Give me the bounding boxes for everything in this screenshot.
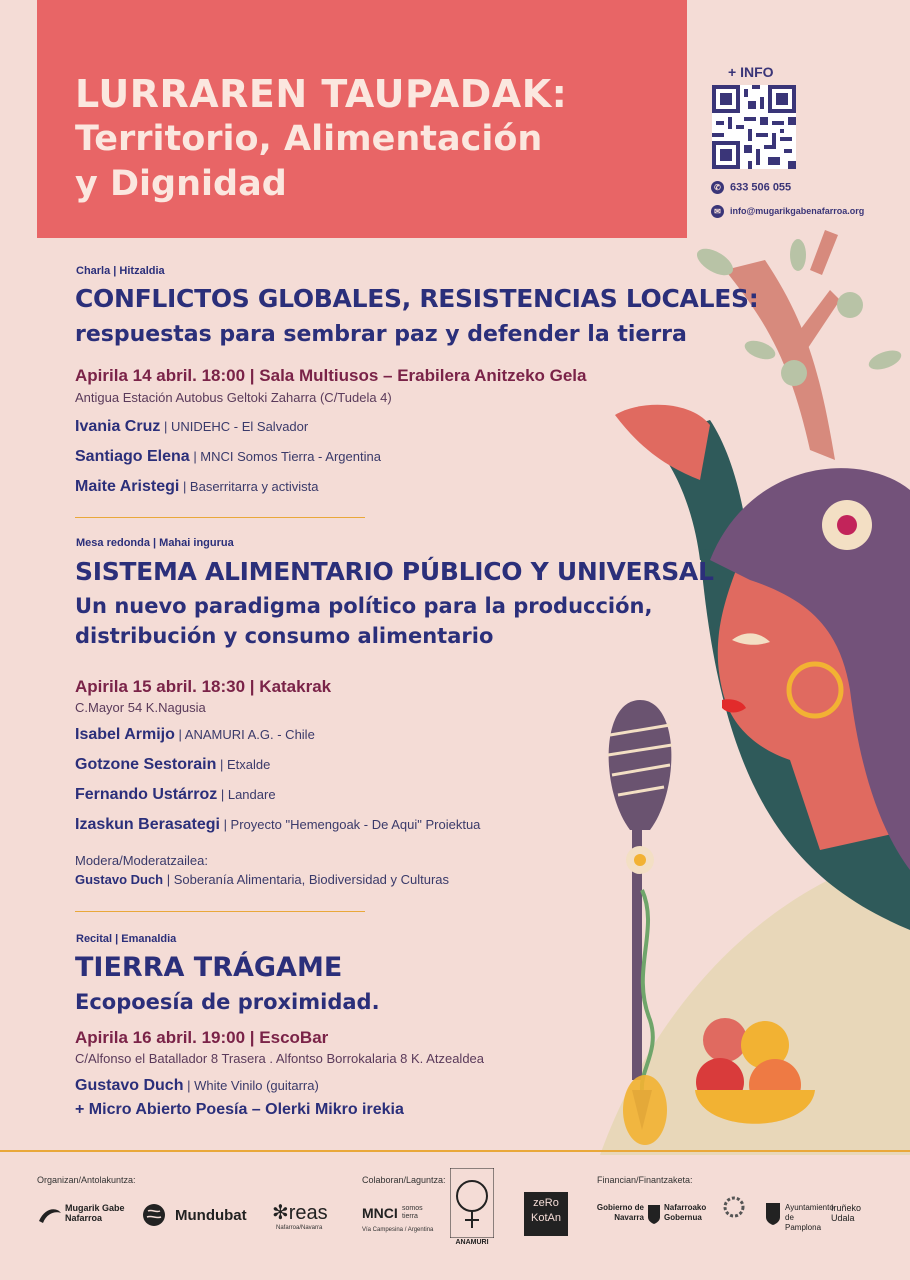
ayto-name: Ayuntamiento de Pamplona <box>785 1203 834 1232</box>
event3-kicker: Recital | Emanaldia <box>76 933 177 945</box>
event3-speaker <box>75 1077 319 1095</box>
speaker-name: Izaskun Berasategi <box>75 816 220 833</box>
event1-when: Apirila 14 abril. 18:00 | Sala Multiusos – Erabilera Anitzeko Gela <box>75 366 587 385</box>
moderator <box>75 872 449 887</box>
anamuri-name: ANAMURI <box>455 1239 489 1246</box>
title-line-1: LURRAREN TAUPADAK: <box>75 72 568 116</box>
event2-speaker <box>75 816 480 834</box>
event3-title: TIERRA TRÁGAME <box>75 952 343 983</box>
moderator-org: | Soberanía Alimentaria, Biodiversidad y Culturas <box>163 872 450 887</box>
speaker-name: Santiago Elena <box>75 448 190 465</box>
gobierno-name-eu: Nafarroako Gobernua <box>664 1203 707 1222</box>
mnci-sub: somos tierra <box>402 1205 423 1220</box>
mugarik-icon <box>37 1205 63 1225</box>
speaker-org: | Baserritarra y activista <box>179 479 319 494</box>
footer-divider <box>0 1150 910 1152</box>
event3-place: C/Alfonso el Batallador 8 Trasera . Alfontso Borrokalaria 8 K. Atzealdea <box>75 1051 485 1066</box>
gobierno-name: Gobierno de Navarra <box>596 1203 644 1222</box>
page-title <box>75 72 567 207</box>
event1-speaker <box>75 448 381 466</box>
title-line-3: y Dignidad <box>75 164 287 204</box>
event1-place: Antigua Estación Autobus Geltoki Zaharra (C/Tudela 4) <box>75 390 392 405</box>
moderator-name: Gustavo Duch <box>75 872 164 887</box>
event2-speaker <box>75 786 276 804</box>
event2-kicker: Mesa redonda | Mahai ingurua <box>76 537 234 549</box>
anamuri-icon <box>450 1168 494 1238</box>
speaker-name: Gustavo Duch <box>75 1077 184 1094</box>
event1-speaker <box>75 418 308 436</box>
funding-label: Financian/Finantzaketa: <box>597 1175 693 1185</box>
event2-subtitle-2: distribución y consumo alimentario <box>75 624 494 648</box>
event2-when: Apirila 15 abril. 18:30 | Katakrak <box>75 677 332 696</box>
globe-icon <box>142 1203 166 1227</box>
divider <box>75 517 365 518</box>
phone-contact <box>711 181 791 194</box>
mnci-name: MNCI <box>362 1205 398 1221</box>
event1-speaker <box>75 478 319 496</box>
speaker-org: | UNIDEHC - El Salvador <box>160 419 309 434</box>
moderator-label: Modera/Moderatzailea: <box>75 853 208 868</box>
email-icon: ✉ <box>711 205 724 218</box>
event3-when: Apirila 16 abril. 19:00 | EscoBar <box>75 1028 329 1047</box>
event2-title: SISTEMA ALIMENTARIO PÚBLICO Y UNIVERSAL <box>75 557 714 586</box>
agenda-2030-icon <box>723 1196 745 1218</box>
title-line-2: Territorio, Alimentación <box>75 119 543 159</box>
anamuri-logo <box>450 1168 494 1248</box>
speaker-org: | White Vinilo (guitarra) <box>183 1078 319 1093</box>
zerokotan-line2: KotAn <box>531 1212 561 1224</box>
coat-of-arms-icon <box>646 1203 662 1225</box>
woman-illustration <box>560 230 910 1155</box>
speaker-org: | Proyecto "Hemengoak - De Aqui" Proiektua <box>219 817 481 832</box>
email-contact <box>711 205 864 218</box>
event2-speaker <box>75 756 270 774</box>
event2-place: C.Mayor 54 K.Nagusia <box>75 700 206 715</box>
mugarik-name: Mugarik Gabe Nafarroa <box>65 1203 125 1223</box>
event1-subtitle: respuestas para sembrar paz y defender la tierra <box>75 322 687 347</box>
phone-number[interactable]: 633 506 055 <box>730 181 792 194</box>
speaker-org: | MNCI Somos Tierra - Argentina <box>189 449 381 464</box>
info-label: + INFO <box>728 64 774 80</box>
flower-icon <box>822 500 872 550</box>
mnci-sub2: Vía Campesina / Argentina <box>362 1227 434 1233</box>
event3-subtitle: Ecopoesía de proximidad. <box>75 990 380 1014</box>
divider <box>75 911 365 912</box>
mundubat-name: Mundubat <box>175 1207 247 1224</box>
speaker-name: Maite Aristegi <box>75 478 180 495</box>
speaker-org: | Landare <box>217 787 276 802</box>
organizers-label: Organizan/Antolakuntza: <box>37 1175 136 1185</box>
event2-subtitle-1: Un nuevo paradigma político para la producción, <box>75 594 653 618</box>
speaker-org: | ANAMURI A.G. - Chile <box>174 727 315 742</box>
phone-icon: ✆ <box>711 181 724 194</box>
event3-extra: + Micro Abierto Poesía – Olerki Mikro irekia <box>75 1101 404 1118</box>
reas-sub: Nafarroa/Navarra <box>276 1225 323 1231</box>
event1-title: CONFLICTOS GLOBALES, RESISTENCIAS LOCALES: <box>75 284 759 313</box>
speaker-name: Isabel Armijo <box>75 726 175 743</box>
speaker-name: Gotzone Sestorain <box>75 756 217 773</box>
speaker-name: Fernando Ustárroz <box>75 786 218 803</box>
pamplona-shield-icon <box>764 1201 782 1227</box>
zerokotan-line1: zeRo <box>533 1197 559 1209</box>
ayto-name-eu: Iruñeko Udala <box>831 1203 862 1223</box>
zerokotan-logo <box>524 1192 568 1236</box>
speaker-org: | Etxalde <box>216 757 271 772</box>
qr-code-icon[interactable] <box>712 85 796 169</box>
tree-branch-icon <box>693 230 904 460</box>
speaker-name: Ivania Cruz <box>75 418 161 435</box>
event2-speaker <box>75 726 315 744</box>
collab-label: Colaboran/Laguntza: <box>362 1175 446 1185</box>
reas-name: ✻reas <box>272 1202 328 1224</box>
email-address[interactable]: info@mugarikgabenafarroa.org <box>730 205 865 216</box>
event1-kicker: Charla | Hitzaldia <box>76 265 165 277</box>
